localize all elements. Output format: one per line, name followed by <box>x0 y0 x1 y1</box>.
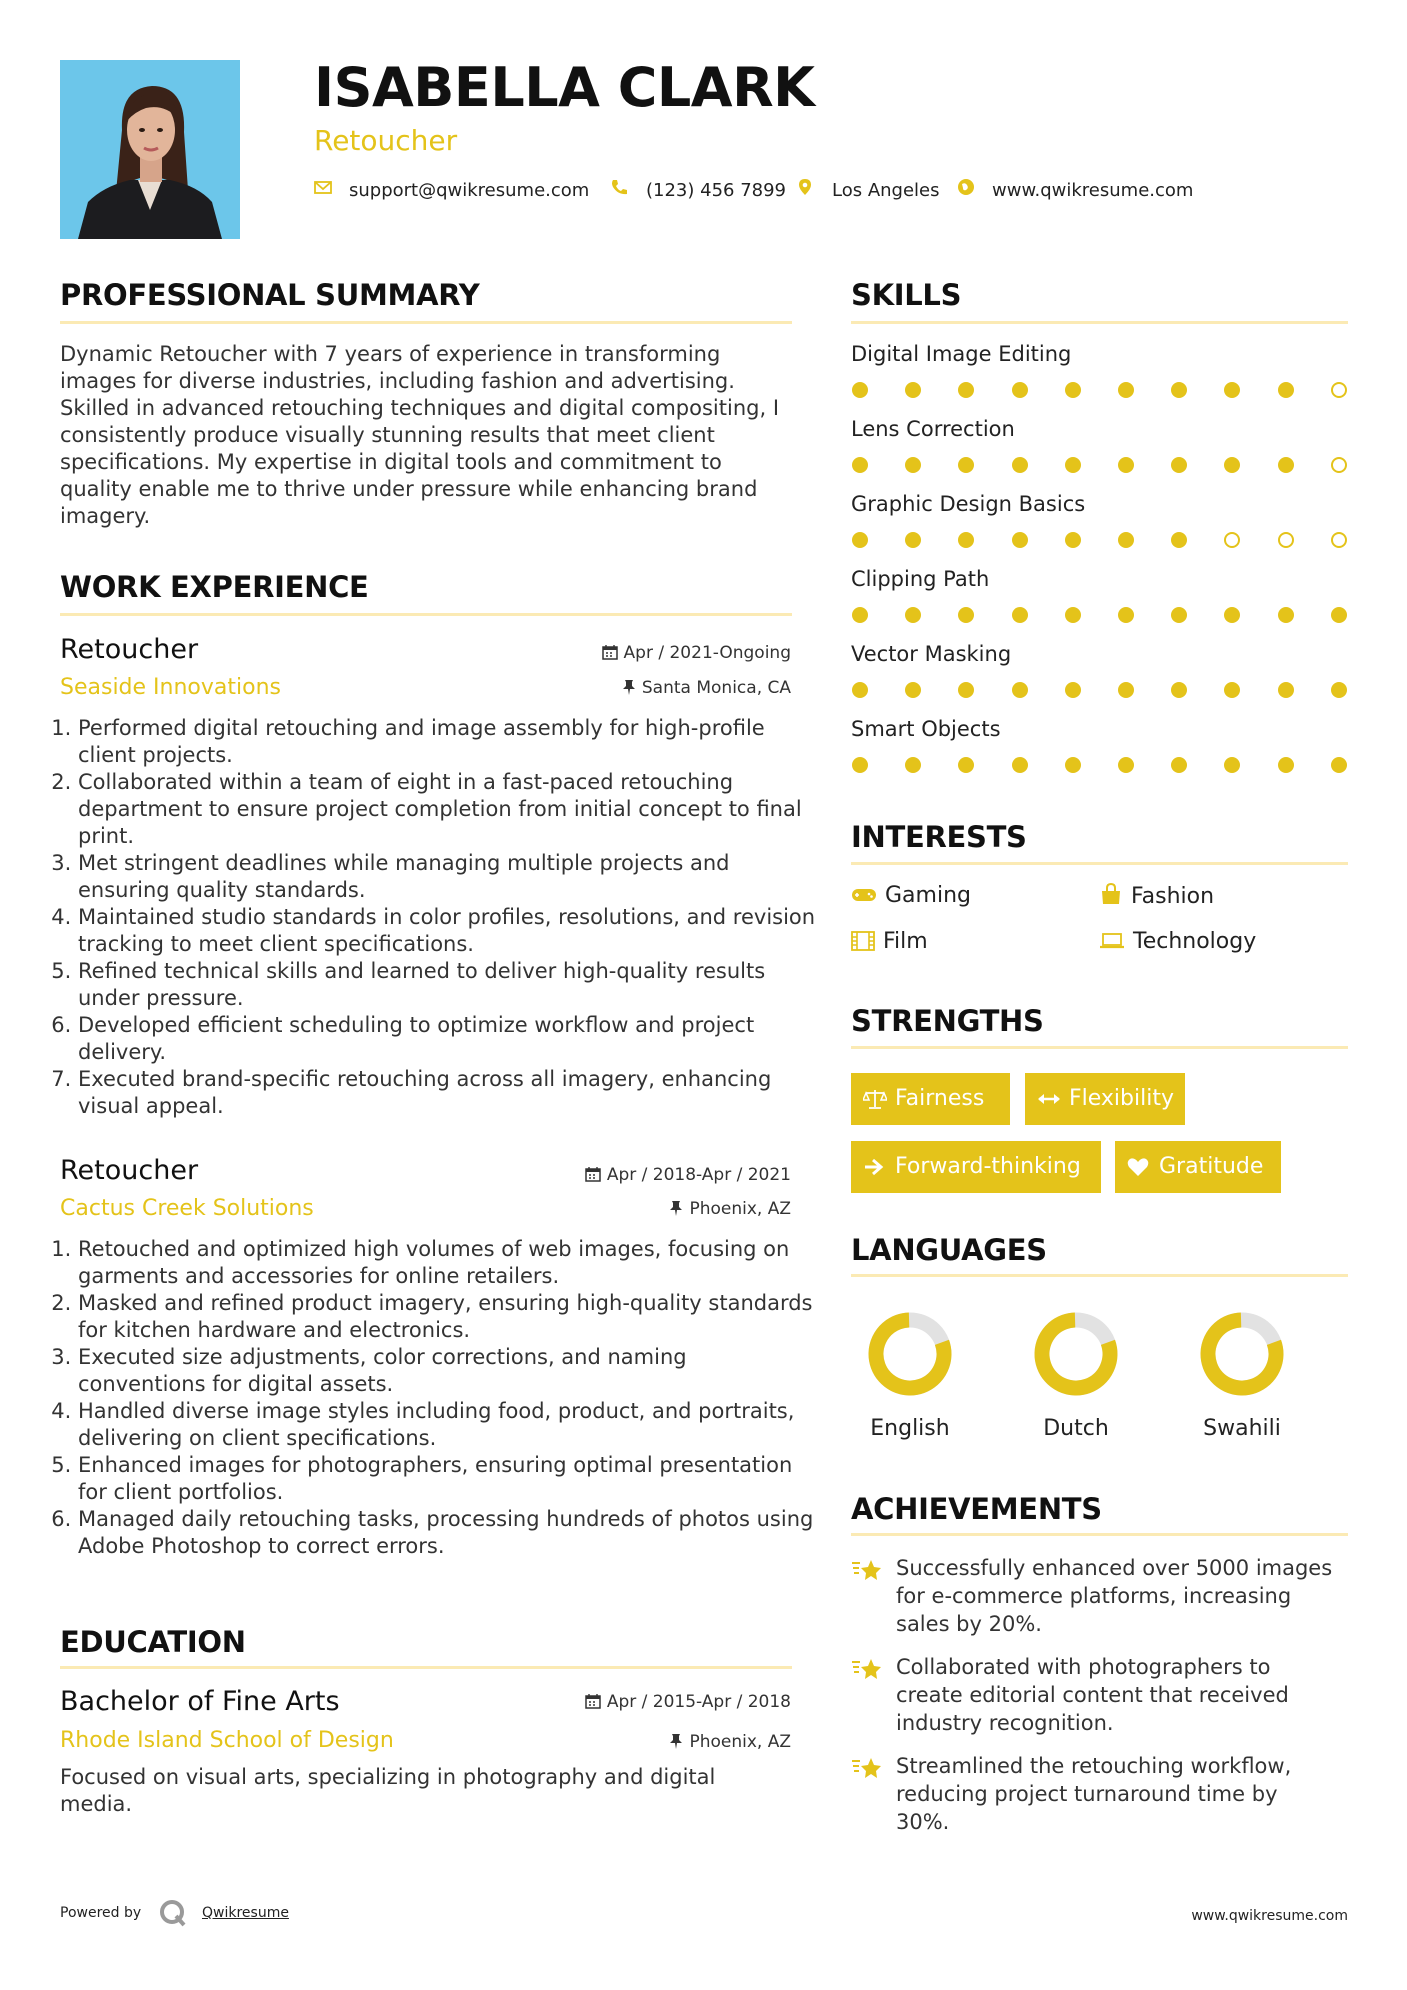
skill-dot-filled <box>852 532 868 548</box>
job-location <box>669 1199 791 1219</box>
qwikresume-logo-icon <box>158 1898 188 1928</box>
strengths-divider <box>851 1046 1348 1049</box>
arrows-horizontal-icon <box>1037 1089 1061 1109</box>
interest-label: Fashion <box>1131 884 1215 909</box>
skill-dot-filled <box>905 382 921 398</box>
skill-dot-filled <box>852 607 868 623</box>
skill-dot-filled <box>852 382 868 398</box>
list-item: 2. Masked and refined product imagery, ensuring high-quality standards for kitchen hardware and electronics. <box>78 1290 820 1344</box>
skill-dot-filled <box>1118 607 1134 623</box>
languages-heading: LANGUAGES <box>851 1233 1047 1267</box>
strength-label: Forward-thinking <box>895 1154 1081 1179</box>
skill-dot-filled <box>1065 682 1081 698</box>
skill-dot-filled <box>1171 607 1187 623</box>
language-name: Dutch <box>1043 1416 1109 1441</box>
summary-divider <box>60 321 792 324</box>
education-degree: Bachelor of Fine Arts <box>60 1686 340 1717</box>
star-icon <box>851 1656 883 1684</box>
gamepad-icon <box>851 886 877 904</box>
language-name: English <box>870 1416 950 1441</box>
job-company: Cactus Creek Solutions <box>60 1196 314 1221</box>
skill-dot-filled <box>1171 382 1187 398</box>
education-divider <box>60 1666 792 1669</box>
language-name: Swahili <box>1203 1416 1281 1441</box>
list-item: 6. Developed efficient scheduling to optimize workflow and project delivery. <box>78 1012 820 1066</box>
list-item: 7. Executed brand-specific retouching across all imagery, enhancing visual appeal. <box>78 1066 820 1120</box>
strength-badge-gratitude <box>1115 1141 1281 1193</box>
interest-gaming <box>851 883 971 908</box>
education-description: Focused on visual arts, specializing in photography and digital media. <box>60 1765 716 1816</box>
skill-name: Smart Objects <box>851 717 1001 741</box>
job-dates <box>585 1165 791 1185</box>
skill-dot-filled <box>958 757 974 773</box>
skill-dot-filled <box>852 457 868 473</box>
list-item: 5. Refined technical skills and learned to deliver high-quality results under pressure. <box>78 958 820 1012</box>
film-icon <box>851 931 875 951</box>
skill-dot-filled <box>1278 757 1294 773</box>
laptop-icon <box>1099 932 1125 950</box>
candidate-name: ISABELLA CLARK <box>314 56 815 119</box>
skill-dot-empty <box>1331 382 1347 398</box>
skill-name: Digital Image Editing <box>851 342 1072 366</box>
experience-heading: WORK EXPERIENCE <box>60 570 369 604</box>
interest-label: Film <box>883 929 928 954</box>
education-dates-text: Apr / 2015-Apr / 2018 <box>606 1692 791 1712</box>
strength-label: Gratitude <box>1159 1154 1264 1179</box>
skill-dot-filled <box>1278 607 1294 623</box>
list-item: 1. Retouched and optimized high volumes of web images, focusing on garments and accessories for online retailers. <box>78 1236 820 1290</box>
skill-dot-filled <box>1278 382 1294 398</box>
strength-badge-flexibility <box>1025 1073 1185 1125</box>
language-ring <box>1192 1304 1292 1404</box>
skill-dot-filled <box>1224 682 1240 698</box>
skill-dot-filled <box>1224 457 1240 473</box>
skills-divider <box>851 321 1348 324</box>
skill-dot-empty <box>1331 457 1347 473</box>
job-dates <box>602 643 791 663</box>
skill-dot-filled <box>1118 532 1134 548</box>
skill-dot-filled <box>1012 682 1028 698</box>
achievements-heading: ACHIEVEMENTS <box>851 1492 1102 1526</box>
skill-dot-filled <box>1171 682 1187 698</box>
skill-dot-filled <box>852 757 868 773</box>
skill-name: Vector Masking <box>851 642 1012 666</box>
star-icon <box>851 1557 883 1585</box>
job-dates-text: Apr / 2018-Apr / 2021 <box>606 1165 791 1185</box>
strength-badge-forward-thinking <box>851 1141 1101 1193</box>
education-school: Rhode Island School of Design <box>60 1728 394 1753</box>
globe-icon <box>957 178 975 196</box>
skill-dot-filled <box>905 607 921 623</box>
list-item: 6. Managed daily retouching tasks, processing hundreds of photos using Adobe Photoshop to correct errors. <box>78 1506 820 1560</box>
skill-dot-filled <box>1012 457 1028 473</box>
skill-dot-empty <box>1224 532 1240 548</box>
list-item: 4. Handled diverse image styles including food, product, and portraits, delivering on client specifications. <box>78 1398 820 1452</box>
education-location-text: Phoenix, AZ <box>689 1732 791 1752</box>
skill-dot-filled <box>1012 757 1028 773</box>
summary-text: Dynamic Retoucher with 7 years of experience in transforming images for diverse industries, including fashion and advertising. Skilled in advanced retouching techniques and digital compositing, I consistently produce visually stunning results that meet client specifications. My expertise in digital tools and commitment to quality enable me to thrive under pressure while enhancing brand imagery. <box>60 342 780 528</box>
skill-dot-filled <box>905 757 921 773</box>
education-heading: EDUCATION <box>60 1625 246 1659</box>
skill-dot-filled <box>905 457 921 473</box>
skill-dot-filled <box>1224 607 1240 623</box>
pin-icon <box>669 1200 683 1216</box>
shopping-bag-icon <box>1099 883 1123 905</box>
experience-divider <box>60 613 792 616</box>
calendar-icon <box>585 1166 601 1182</box>
skill-name: Graphic Design Basics <box>851 492 1086 516</box>
skill-dot-filled <box>1331 607 1347 623</box>
strength-label: Flexibility <box>1069 1086 1174 1111</box>
skill-dot-empty <box>1278 532 1294 548</box>
interest-film <box>851 929 928 954</box>
education-dates <box>585 1692 791 1712</box>
skill-dot-filled <box>905 532 921 548</box>
skill-dot-filled <box>905 682 921 698</box>
interest-label: Gaming <box>885 883 971 908</box>
education-location <box>669 1732 791 1752</box>
achievement-item: Streamlined the retouching workflow, reducing project turnaround time by 30%. <box>896 1754 1292 1834</box>
candidate-title: Retoucher <box>314 124 458 157</box>
achievement-item: Successfully enhanced over 5000 images for e-commerce platforms, increasing sales by 20%. <box>896 1556 1333 1636</box>
skill-dot-filled <box>1171 757 1187 773</box>
interest-fashion <box>1099 883 1214 909</box>
achievement-item: Collaborated with photographers to create editorial content that received industry recognition. <box>896 1655 1289 1735</box>
heart-icon <box>1127 1157 1149 1177</box>
strength-badge-fairness <box>851 1073 1010 1125</box>
skill-dot-filled <box>1118 757 1134 773</box>
contact-website[interactable]: www.qwikresume.com <box>992 180 1194 201</box>
map-marker-icon <box>796 178 814 196</box>
skill-dot-filled <box>852 682 868 698</box>
skill-dot-filled <box>1278 457 1294 473</box>
skill-name: Clipping Path <box>851 567 990 591</box>
job-location <box>622 678 791 698</box>
language-ring <box>860 1304 960 1404</box>
footer-site[interactable]: www.qwikresume.com <box>1191 1908 1348 1924</box>
contact-location: Los Angeles <box>832 180 940 201</box>
job-dates-text: Apr / 2021-Ongoing <box>623 643 791 663</box>
footer-brand-link[interactable]: Qwikresume <box>202 1905 289 1921</box>
summary-heading: PROFESSIONAL SUMMARY <box>60 278 480 312</box>
strengths-heading: STRENGTHS <box>851 1004 1044 1038</box>
skill-dot-filled <box>1065 532 1081 548</box>
skill-dot-filled <box>1012 382 1028 398</box>
pin-icon <box>622 679 636 695</box>
envelope-icon <box>314 178 332 196</box>
job-company: Seaside Innovations <box>60 675 281 700</box>
skill-dot-filled <box>958 532 974 548</box>
contact-phone[interactable]: (123) 456 7899 <box>646 180 787 201</box>
pin-icon <box>669 1733 683 1749</box>
skill-dot-filled <box>1012 532 1028 548</box>
skill-dot-filled <box>1012 607 1028 623</box>
interest-label: Technology <box>1133 929 1257 954</box>
skill-dot-filled <box>1065 457 1081 473</box>
skill-dot-filled <box>1171 457 1187 473</box>
phone-icon <box>610 178 628 196</box>
interests-divider <box>851 862 1348 865</box>
list-item: 4. Maintained studio standards in color profiles, resolutions, and revision tracking to meet client specifications. <box>78 904 820 958</box>
footer-powered-by: Powered by <box>60 1905 142 1921</box>
list-item: 2. Collaborated within a team of eight in a fast-paced retouching department to ensure project completion from initial concept to final print. <box>78 769 820 850</box>
list-item: 3. Met stringent deadlines while managing multiple projects and ensuring quality standards. <box>78 850 820 904</box>
skill-dot-empty <box>1331 532 1347 548</box>
list-item: 5. Enhanced images for photographers, ensuring optimal presentation for client portfolios. <box>78 1452 820 1506</box>
contact-email[interactable]: support@qwikresume.com <box>349 180 590 201</box>
skill-dot-filled <box>1224 757 1240 773</box>
calendar-icon <box>602 644 618 660</box>
skill-dot-filled <box>1171 532 1187 548</box>
skill-dot-filled <box>1331 682 1347 698</box>
interests-heading: INTERESTS <box>851 820 1027 854</box>
skill-dot-filled <box>958 682 974 698</box>
skill-dot-filled <box>1065 757 1081 773</box>
skill-dot-filled <box>1065 382 1081 398</box>
skill-dot-filled <box>1065 607 1081 623</box>
profile-photo <box>60 60 240 239</box>
balance-scale-icon <box>863 1089 887 1109</box>
skill-dot-filled <box>1224 382 1240 398</box>
skill-dot-filled <box>958 607 974 623</box>
skills-heading: SKILLS <box>851 278 962 312</box>
job-bullets <box>52 715 820 1120</box>
star-icon <box>851 1755 883 1783</box>
job-title: Retoucher <box>60 1155 199 1186</box>
list-item: 3. Executed size adjustments, color corrections, and naming conventions for digital assets. <box>78 1344 820 1398</box>
language-ring <box>1026 1304 1126 1404</box>
job-title: Retoucher <box>60 634 199 665</box>
job-location-text: Santa Monica, CA <box>641 678 791 698</box>
calendar-icon <box>585 1693 601 1709</box>
skill-dot-filled <box>1118 382 1134 398</box>
skill-dot-filled <box>958 457 974 473</box>
skill-dot-filled <box>958 382 974 398</box>
skill-name: Lens Correction <box>851 417 1015 441</box>
skill-dot-filled <box>1278 682 1294 698</box>
job-location-text: Phoenix, AZ <box>689 1199 791 1219</box>
job-bullets <box>52 1236 820 1560</box>
skill-dot-filled <box>1331 757 1347 773</box>
interest-technology <box>1099 929 1256 954</box>
strength-label: Fairness <box>895 1086 985 1111</box>
achievements-divider <box>851 1533 1348 1536</box>
languages-divider <box>851 1274 1348 1277</box>
list-item: 1. Performed digital retouching and image assembly for high-profile client projects. <box>78 715 820 769</box>
skill-dot-filled <box>1118 457 1134 473</box>
arrow-right-icon <box>863 1157 885 1177</box>
skill-dot-filled <box>1118 682 1134 698</box>
